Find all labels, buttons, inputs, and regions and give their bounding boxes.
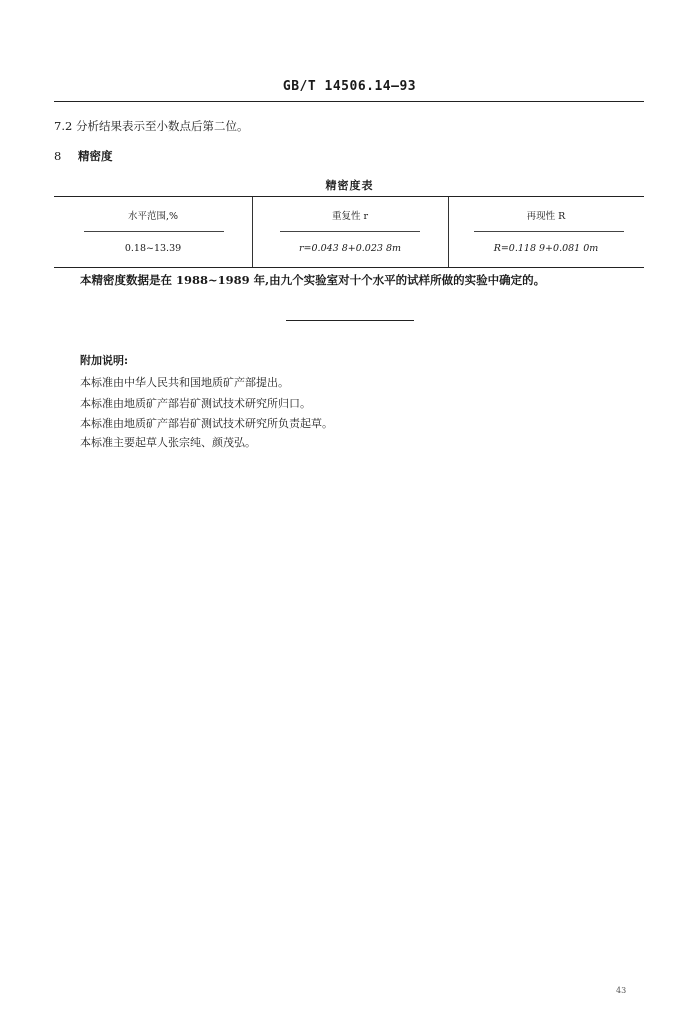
appendix-title: 附加说明:: [80, 354, 129, 367]
section-number: 8: [54, 149, 62, 163]
precision-note: 本精密度数据是在 1988~1989 年,由九个实验室对十个水平的试样所做的实验中确定的。: [80, 273, 546, 287]
table-caption: 精密度表: [325, 179, 374, 192]
appendix-line: 本标准主要起草人张宗纯、颜茂弘。: [80, 436, 256, 449]
standard-code-header: GB/T 14506.14—93: [282, 79, 417, 94]
table-row-rule: [84, 231, 224, 232]
table-row-rule: [280, 231, 420, 232]
table-cell-repeatability: r=0.043 8+0.023 8m: [299, 243, 401, 254]
table-row-rule: [474, 231, 624, 232]
precision-table: [54, 196, 644, 268]
header-rule: [54, 101, 644, 102]
section-title: 精密度: [78, 149, 113, 163]
table-header-repeatability: 重复性 r: [331, 211, 369, 222]
table-cell-reproducibility: R=0.118 9+0.081 0m: [493, 243, 599, 254]
table-header-level-range: 水平范围,%: [127, 211, 179, 222]
table-cell-level-range: 0.18~13.39: [124, 243, 182, 254]
end-of-standard-rule: [286, 320, 414, 321]
table-header-reproducibility: 再现性 R: [526, 211, 566, 222]
section-8-heading: [54, 148, 113, 164]
appendix-line: 本标准由地质矿产部岩矿测试技术研究所归口。: [80, 397, 311, 410]
page-number: 43: [616, 986, 627, 995]
appendix-line: 本标准由中华人民共和国地质矿产部提出。: [80, 376, 289, 389]
appendix-line: 本标准由地质矿产部岩矿测试技术研究所负责起草。: [80, 417, 333, 430]
clause-7-2: 7.2 分析结果表示至小数点后第二位。: [54, 119, 249, 133]
